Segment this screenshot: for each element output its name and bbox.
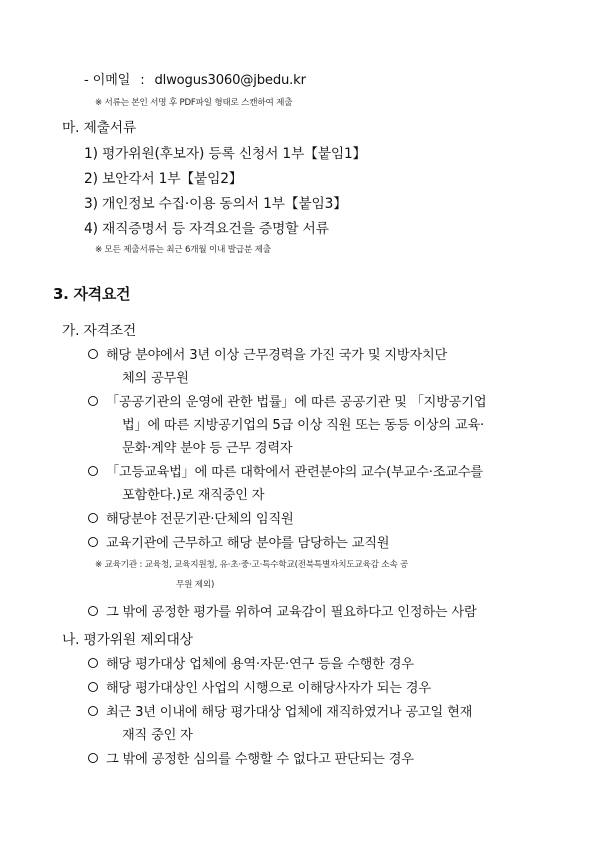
institution-note: ※ 교육기관 : 교육청, 교육지원청, 유·초·중·고·특수학교(전북특별자치도교육감 소속 공	[95, 560, 409, 570]
email-dash: -	[84, 73, 89, 88]
institution-note-continued: 무원 제외)	[176, 580, 215, 590]
circle-bullet-icon	[88, 682, 98, 692]
circle-bullet-icon	[88, 396, 98, 406]
section-heading: 3. 자격요건	[53, 285, 131, 303]
exclusion-item: 그 밖에 공정한 심의를 수행할 수 없다고 판단되는 경우	[106, 752, 414, 767]
qualification-item: 그 밖에 공정한 평가를 위하여 교육감이 필요하다고 인정하는 사람	[106, 605, 477, 620]
submission-item: 2) 보안각서 1부【붙임2】	[84, 171, 243, 187]
exclusion-item: 해당 평가대상 업체에 용역·자문·연구 등을 수행한 경우	[106, 657, 414, 672]
submission-item: 4) 재직증명서 등 자격요건을 증명할 서류	[84, 221, 329, 237]
qualification-item-continued: 포함한다.)로 재직중인 자	[122, 488, 265, 503]
qualification-item-continued: 문화·계약 분야 등 근무 경력자	[122, 441, 293, 456]
qualification-item: 해당 분야에서 3년 이상 근무경력을 가진 국가 및 지방자치단	[106, 348, 448, 363]
submission-item: 1) 평가위원(후보자) 등록 신청서 1부【붙임1】	[84, 146, 367, 162]
circle-bullet-icon	[88, 349, 98, 359]
circle-bullet-icon	[88, 606, 98, 616]
exclusion-item: 해당 평가대상인 사업의 시행으로 이해당사자가 되는 경우	[106, 681, 431, 696]
circle-bullet-icon	[88, 513, 98, 523]
exclusion-item: 최근 3년 이내에 해당 평가대상 업체에 재직하였거나 공고일 현재	[106, 705, 473, 720]
submission-item: 3) 개인정보 수집·이용 동의서 1부【붙임3】	[84, 196, 347, 212]
qualification-title: 가. 자격조건	[62, 323, 137, 339]
exclusion-item-continued: 재직 중인 자	[122, 728, 193, 743]
circle-bullet-icon	[88, 466, 98, 476]
circle-bullet-icon	[88, 706, 98, 716]
qualification-item: 교육기관에 근무하고 해당 분야를 담당하는 교직원	[106, 536, 390, 551]
email-line	[84, 69, 306, 88]
circle-bullet-icon	[88, 537, 98, 547]
circle-bullet-icon	[88, 658, 98, 668]
email-address: dlwogus3060@jbedu.kr	[154, 73, 306, 88]
qualification-item-continued: 체의 공무원	[122, 371, 189, 386]
email-label: 이메일	[92, 73, 131, 88]
qualification-item: 「고등교육법」에 따른 대학에서 관련분야의 교수(부교수·조교수를	[106, 465, 483, 480]
qualification-item-continued: 법」에 따른 지방공기업의 5급 이상 직원 또는 동등 이상의 교육·	[122, 418, 485, 433]
submission-note: ※ 모든 제출서류는 최근 6개월 이내 발급분 제출	[95, 245, 271, 255]
qualification-item: 해당분야 전문기관·단체의 임직원	[106, 512, 294, 527]
email-colon: :	[140, 73, 145, 88]
qualification-item: 「공공기관의 운영에 관한 법률」에 따른 공공기관 및 「지방공기업	[106, 395, 487, 410]
circle-bullet-icon	[88, 753, 98, 763]
submission-documents-title: 마. 제출서류	[62, 120, 137, 136]
exclusion-title: 나. 평가위원 제외대상	[62, 632, 193, 648]
email-note: ※ 서류는 본인 서명 후 PDF파일 형태로 스캔하여 제출	[95, 98, 293, 108]
